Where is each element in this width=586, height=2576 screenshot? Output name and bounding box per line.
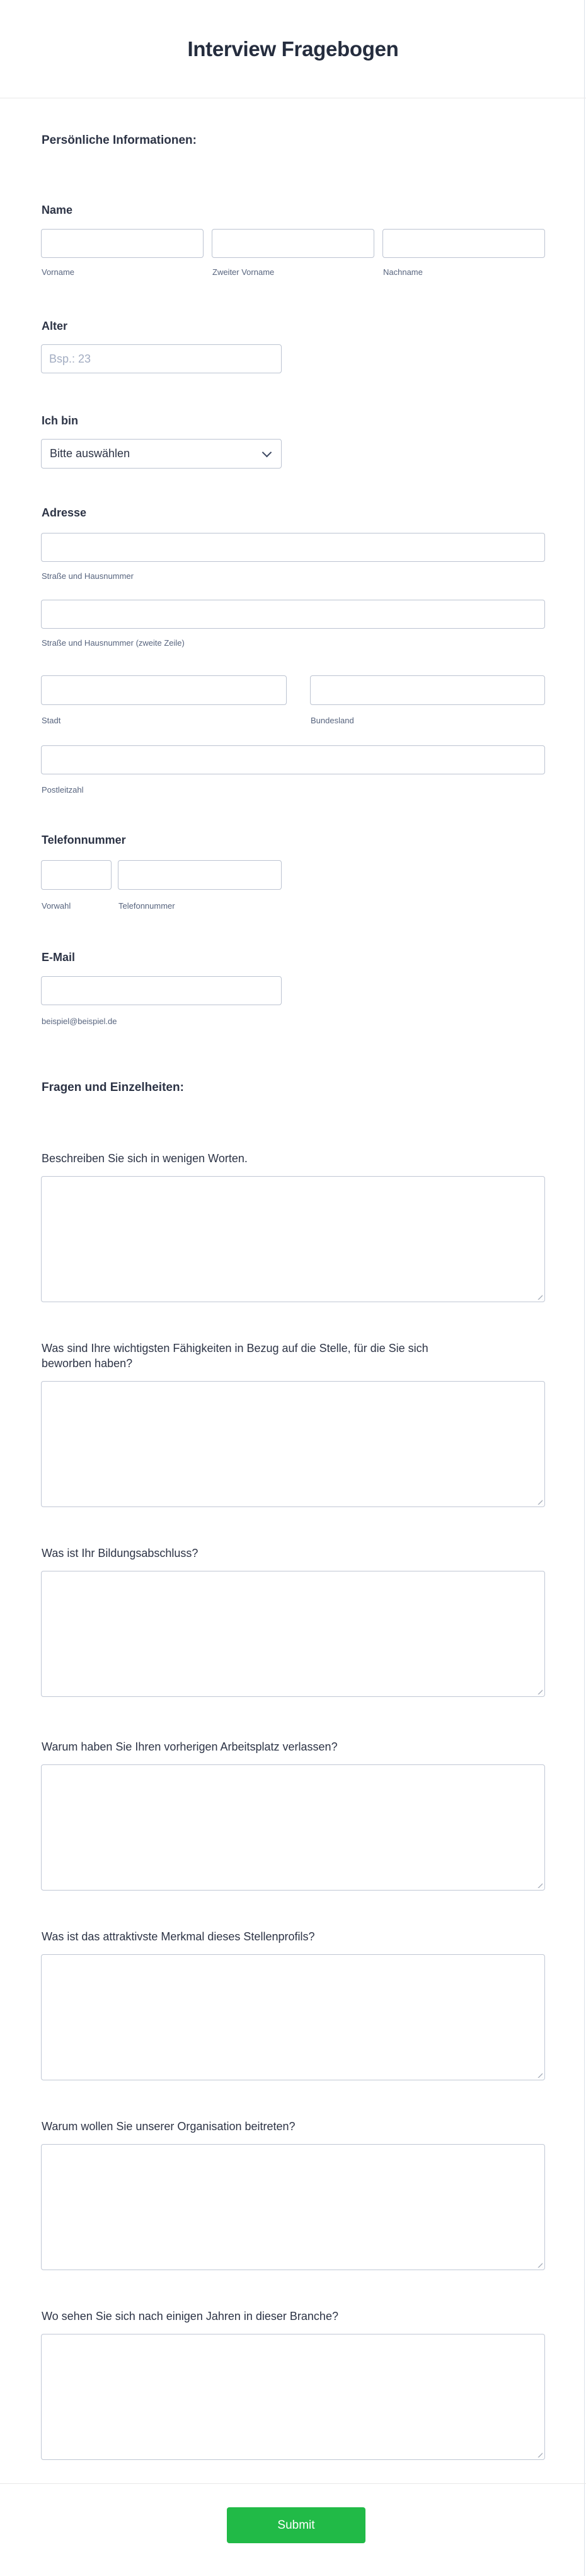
question-answer-field bbox=[41, 1764, 545, 1891]
form-header bbox=[0, 0, 586, 98]
question-6-textarea[interactable] bbox=[41, 2144, 545, 2270]
question-1-textarea[interactable] bbox=[41, 1176, 545, 1302]
gender-label: Ich bin bbox=[42, 414, 78, 427]
question-2-textarea[interactable] bbox=[41, 1381, 545, 1507]
postal-code-sublabel: Postleitzahl bbox=[42, 785, 84, 795]
last-name-input[interactable] bbox=[382, 229, 545, 258]
street2-input[interactable] bbox=[41, 600, 545, 629]
question-answer-field bbox=[41, 1381, 545, 1507]
age-label: Alter bbox=[42, 320, 68, 332]
section-heading-questions: Fragen und Einzelheiten: bbox=[42, 1081, 184, 1094]
last-name-sublabel: Nachname bbox=[383, 267, 423, 277]
email-sublabel: beispiel@beispiel.de bbox=[42, 1017, 117, 1026]
question-5-textarea[interactable] bbox=[41, 1954, 545, 2080]
name-label: Name bbox=[42, 204, 73, 216]
state-sublabel: Bundesland bbox=[311, 716, 354, 725]
street-input[interactable] bbox=[41, 533, 545, 562]
postal-code-input[interactable] bbox=[41, 745, 545, 774]
question-7-textarea[interactable] bbox=[41, 2334, 545, 2460]
submit-button[interactable]: Submit bbox=[227, 2507, 365, 2543]
middle-name-sublabel: Zweiter Vorname bbox=[212, 267, 275, 277]
question-answer-field bbox=[41, 1954, 545, 2080]
question-label: Was ist Ihr Bildungsabschluss? bbox=[42, 1547, 198, 1559]
chevron-down-icon bbox=[262, 447, 272, 457]
phone-number-input[interactable] bbox=[118, 860, 282, 890]
question-3-textarea[interactable] bbox=[41, 1571, 545, 1697]
middle-name-input[interactable] bbox=[212, 229, 374, 258]
question-label: Was sind Ihre wichtigsten Fähigkeiten in Bezug auf die Stelle, für die Sie sich beworben haben? bbox=[42, 1342, 428, 1370]
footer-divider bbox=[0, 2483, 586, 2484]
city-input[interactable] bbox=[41, 675, 287, 705]
gender-select-value: Bitte auswählen bbox=[50, 447, 130, 460]
email-input[interactable] bbox=[41, 976, 282, 1005]
phone-label: Telefonnummer bbox=[42, 834, 126, 846]
question-answer-field bbox=[41, 1176, 545, 1302]
phone-number-sublabel: Telefonnummer bbox=[118, 901, 175, 911]
address-label: Adresse bbox=[42, 506, 87, 519]
street2-sublabel: Straße und Hausnummer (zweite Zeile) bbox=[42, 638, 185, 648]
question-answer-field bbox=[41, 2334, 545, 2460]
question-label: Wo sehen Sie sich nach einigen Jahren in dieser Branche? bbox=[42, 2310, 338, 2322]
city-sublabel: Stadt bbox=[42, 716, 61, 725]
question-label: Warum wollen Sie unserer Organisation beitreten? bbox=[42, 2120, 296, 2133]
section-heading-personal: Persönliche Informationen: bbox=[42, 134, 197, 147]
area-code-sublabel: Vorwahl bbox=[42, 901, 71, 911]
area-code-input[interactable] bbox=[41, 860, 112, 890]
email-label: E-Mail bbox=[42, 951, 76, 964]
question-4-textarea[interactable] bbox=[41, 1764, 545, 1891]
gender-select[interactable] bbox=[41, 439, 282, 469]
question-label: Beschreiben Sie sich in wenigen Worten. bbox=[42, 1152, 248, 1165]
age-input[interactable] bbox=[41, 344, 282, 373]
form-title: Interview Fragebogen bbox=[187, 37, 399, 61]
first-name-sublabel: Vorname bbox=[42, 267, 75, 277]
state-input[interactable] bbox=[310, 675, 545, 705]
street-sublabel: Straße und Hausnummer bbox=[42, 571, 134, 581]
first-name-input[interactable] bbox=[41, 229, 204, 258]
question-answer-field bbox=[41, 2144, 545, 2270]
question-label: Was ist das attraktivste Merkmal dieses Stellenprofils? bbox=[42, 1930, 315, 1943]
page-right-edge-line bbox=[584, 0, 585, 2576]
question-label: Warum haben Sie Ihren vorherigen Arbeitsplatz verlassen? bbox=[42, 1740, 338, 1753]
question-answer-field bbox=[41, 1571, 545, 1697]
